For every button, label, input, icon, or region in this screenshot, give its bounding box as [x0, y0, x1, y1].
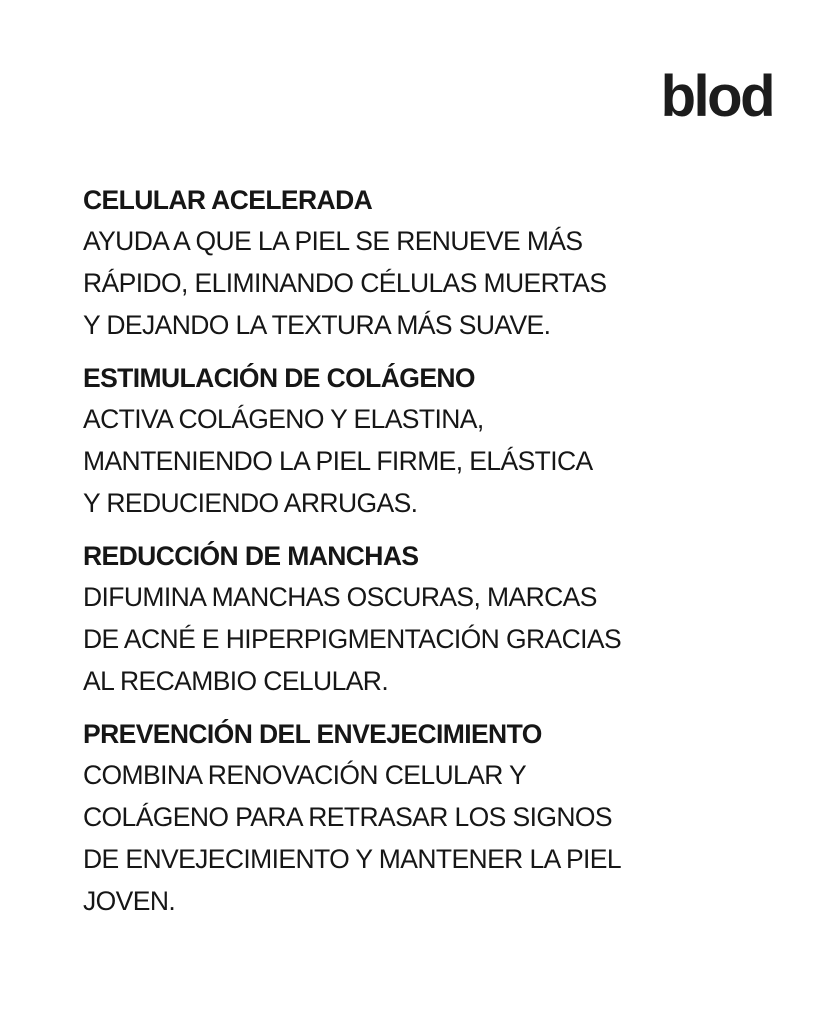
description-line: DE ACNÉ E HIPERPIGMENTACIÓN GRACIAS [83, 624, 622, 654]
section-description [83, 398, 783, 524]
section-description [83, 754, 783, 922]
description-line: DE ENVEJECIMIENTO Y MANTENER LA PIEL [83, 844, 622, 874]
description-line: COMBINA RENOVACIÓN CELULAR Y [83, 760, 527, 790]
description-line: COLÁGENO PARA RETRASAR LOS SIGNOS [83, 802, 612, 832]
section-reduccion-manchas [83, 536, 783, 702]
description-line: MANTENIENDO LA PIEL FIRME, ELÁSTICA [83, 446, 593, 476]
description-line: ACTIVA COLÁGENO Y ELASTINA, [83, 404, 484, 434]
section-description [83, 220, 783, 346]
description-line: Y DEJANDO LA TEXTURA MÁS SUAVE. [83, 310, 551, 340]
section-description [83, 576, 783, 702]
description-line: Y REDUCIENDO ARRUGAS. [83, 488, 418, 518]
description-line: JOVEN. [83, 886, 176, 916]
description-line: AYUDA A QUE LA PIEL SE RENUEVE MÁS [83, 226, 583, 256]
section-title: CELULAR ACELERADA [83, 185, 373, 215]
benefits-list [83, 180, 783, 934]
description-line: RÁPIDO, ELIMINANDO CÉLULAS MUERTAS [83, 268, 607, 298]
description-line: DIFUMINA MANCHAS OSCURAS, MARCAS [83, 582, 597, 612]
section-prevencion-envejecimiento [83, 714, 783, 922]
section-title: PREVENCIÓN DEL ENVEJECIMIENTO [83, 719, 542, 749]
section-title: REDUCCIÓN DE MANCHAS [83, 541, 419, 571]
section-title: ESTIMULACIÓN DE COLÁGENO [83, 363, 475, 393]
description-line: AL RECAMBIO CELULAR. [83, 666, 389, 696]
section-estimulacion-colageno [83, 358, 783, 524]
brand-logo: blod [660, 64, 773, 129]
section-celular-acelerada [83, 180, 783, 346]
